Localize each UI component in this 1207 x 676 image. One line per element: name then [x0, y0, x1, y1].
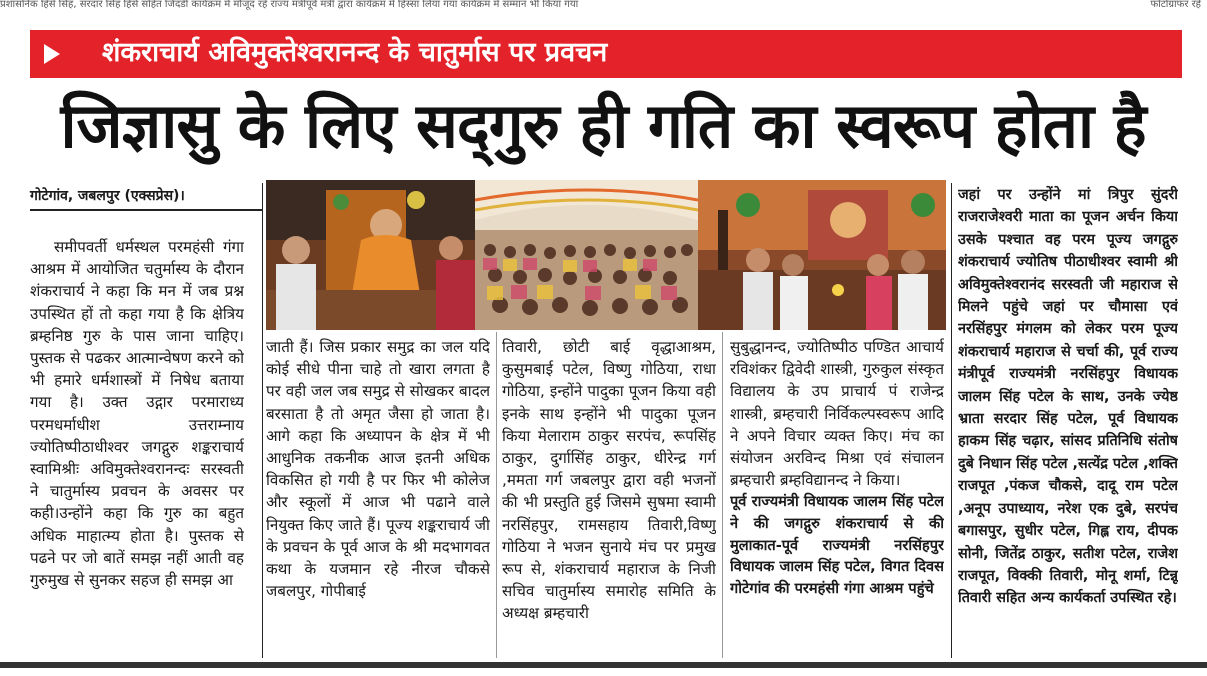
play-arrow-icon — [44, 44, 60, 64]
column-5-text: जहां पर उन्होंने मां त्रिपुर सुंदरी राजराजेश्वरी माता का पूजन अर्चन किया उसके पश्चात वह परम पूज्य जगद्गुरु शंकराचार्य ज्योतिष पीठाधीश्वर स्वामी श्री अविमुक्तेश्वरानंद सरस्वती जी महाराज से मिलने पहुंचे जहां पर चौमासा एवं नरसिंहपुर मंगलम को लेकर परम पूज्य शंकराचार्य महाराज से चर्चा की, पूर्व राज्य मंत्रीपूर्व राज्यमंत्री नरसिंहपुर विधायक जालम सिंह पटेल के साथ, उनके ज्येष्ठ भ्राता सरदार सिंह पटेल, पूर्व विधायक हाकम सिंह चढ़ार, सांसद प्रतिनिधि संतोष दुबे निधान सिंह पटेल ,सत्येंद्र पटेल ,शक्ति राजपूत ,पंकज चौकसे, दादू राम पटेल ,अनूप उपाध्याय, नरेश एक दुबे, सरपंच बगासपुर, सुधीर पटेल, गिह्ल राय, दीपक सोनी, जितेंद्र ठाकुर, सतीश पटेल, राजेश राजपूत, विक्की तिवारी, मोनू शर्मा, टिन्नू तिवारी सहित अन्य कार्यकर्ता उपस्थित रहे। — [958, 187, 1178, 607]
photo-temple-puja-image — [698, 180, 946, 330]
column-1-text: समीपवर्ती धर्मस्थल परमहंसी गंगा आश्रम में आयोजित चतुर्मास्य के दौरान शंकराचार्य ने कहा कि मन में जब प्रश्न उपस्थित हों तो कहा गया है कि क्षेत्रिय ब्रम्हनिष्ठ गुरु के पास जाना चाहिए। पुस्तक से पढकर आत्मान्वेषण करने को भी हमारे धर्मशास्त्रों में निषेध बताया गया है। उक्त उद्गार परमाराध्य परमधर्माधीश उत्तराम्नाय ज्योतिष्पीठाधीश्वर जगद्गुरु शङ्कराचार्य स्वामिश्रीः अविमुक्तेश्वरानन्दः सरस्वती ने चातुर्मास्य प्रवचन के अवसर पर कही।उन्होंने कहा कि गुरु का बहुत अधिक माहात्म्य होता है। पुस्तक से पढने पर जो बातें समझ नहीं आती वह गुरुमुख से सुनकर सहज ही समझ आ — [30, 238, 244, 590]
article-column-2 — [266, 336, 490, 660]
column-3-text: तिवारी, छोटी बाई वृद्धाआश्रम, कुसुमबाई पटेल, विष्णु गोठिया, राधा गोठिया, इन्होंने पादुका पूजन किया वही इनके साथ इन्होंने भी पादुका पूजन किया मेलाराम ठाकुर सरपंच, रूपसिंह ठाकुर, दुर्गासिंह ठाकुर, धीरेन्द्र गर्ग ,ममता गर्ग जबलपुर द्वारा वही भजनों की भी प्रस्तुति हुई जिसमे सुषमा स्वामी नरसिंहपुर, रामसहाय तिवारी,विष्णु गोठिया ने भजन सुनाये मंच पर प्रमुख रूप से, शंकराचार्य महाराज के निजी सचिव चातुर्मास्य समारोह समिति के अध्यक्ष ब्रम्हचारी — [502, 338, 716, 623]
column-4-subhead: पूर्व राज्यमंत्री विधायक जालम सिंह पटेल ने की जगद्गुरु शंकराचार्य से की मुलाकात-पूर्व राज्यमंत्री नरसिंहपुर विधायक जालम सिंह पटेल, विगत दिवस गोटेगांव की परमहंसी गंगा आश्रम पहुंचे — [730, 493, 944, 597]
column-2-text: जाती हैं। जिस प्रकार समुद्र का जल यदि कोई सीधे पीना चाहे तो खारा लगता है पर वही जल जब समुद्र से सोखकर बादल बरसाता है तो अमृत जैसा हो जाता है। आगे कहा कि अध्यापन के क्षेत्र में भी आधुनिक तकनीक आज इतनी अधिक विकसित हो गयी है पर फिर भी कोलेज और स्कूलों में आज भी पढाने वाले नियुक्त किए जाते हैं। पूज्य शङ्कराचार्य जी के प्रवचन के पूर्व आज के श्री मदभागवत कथा के यजमान रहे नीरज चौकसे जबलपुर, गोपीबाई — [266, 338, 490, 601]
photo-guru-seated — [266, 180, 475, 330]
kicker-bar — [30, 30, 1182, 78]
photo-audience — [475, 180, 698, 330]
photo-audience-image — [475, 180, 698, 330]
bottom-rule — [0, 662, 1207, 668]
column-4-text: सुबुद्धानन्द, ज्योतिष्पीठ पण्डित आचार्य रविशंकर द्विवेदी शास्त्री, गुरुकुल संस्कृत विद्यालय के उप प्राचार्य पं राजेन्द्र शास्त्री, ब्रम्हचारी निर्विकल्पस्वरूप आदि ने अपने विचार व्यक्त किए। मंच का संयोजन अरविन्द मिश्रा एवं संचालन ब्रम्हचारी ब्रम्हविद्यानन्द ने किया। — [730, 338, 944, 490]
dateline: गोटेगांव, जबलपुर (एक्सप्रेस)। — [30, 188, 185, 204]
photo-temple-puja — [698, 180, 946, 330]
article-column-4 — [730, 336, 944, 660]
top-strip-left: प्रशासनिक हिसे सिंह, सरदार सिंह हिसे सहित जिंदडी कार्यक्रम में मौजूद रहे राज्य मंत्रीपूर्व मंत्री द्वारा कार्यक्रम में हिस्सा लिया गया कार्यक्रम में सम्मान भी किया गया — [0, 0, 579, 10]
dateline-rule — [30, 209, 262, 211]
column-divider-3 — [496, 332, 497, 658]
column-divider-1 — [262, 183, 263, 658]
article-column-5 — [958, 184, 1178, 660]
kicker-text: शंकराचार्य अविमुक्तेश्वरानन्द के चातुर्मास पर प्रवचन — [102, 37, 608, 68]
column-divider-2 — [951, 183, 952, 658]
top-strip — [0, 0, 1207, 10]
photo-guru-seated-image — [266, 180, 475, 330]
article-column-1 — [30, 236, 244, 660]
headline: जिज्ञासु के लिए सद्‌गुरु ही गति का स्वरूप होता है — [60, 89, 1146, 162]
top-strip-right: फोटोग्राफर रहे — [1150, 0, 1201, 10]
column-divider-4 — [722, 332, 723, 658]
article-column-3 — [502, 336, 716, 660]
